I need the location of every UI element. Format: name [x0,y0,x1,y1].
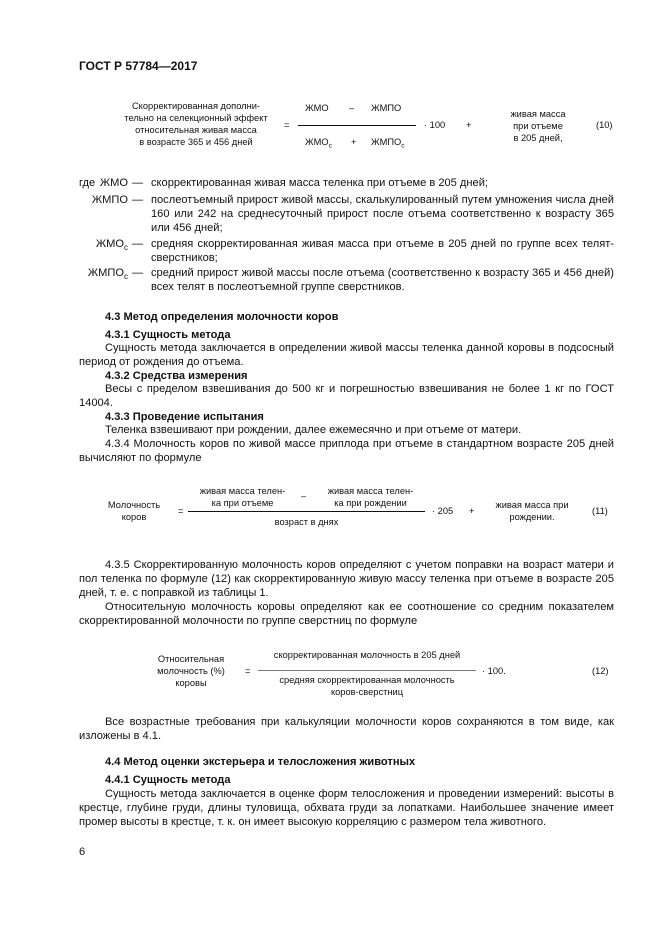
section-4-4-1-heading: 4.4.1 Сущность метода [105,774,231,786]
relative-milk-text: Относительную молочность коровы определяют как ее соотношение со средним показателем скорректированной молочности по группе сверстниц по формуле [79,601,614,628]
definition-dash: — [132,177,144,189]
definition-term: $ЖМПО_с$ [87,267,128,281]
formula-12-equals: = [245,666,251,676]
section-4-3-1-text: Сущность метода заключается в определении живой массы теленка данной коровы в подсосный период от рождения до отъема. [79,342,614,369]
definition-text: средняя скорректированная живая масса при отъеме в 205 дней по группе всех телят-сверстников; [151,238,614,265]
formula-10-number: (10) [596,120,613,130]
definition-text: послеотъемный прирост живой массы, скалькулированный путем умножения числа дней 160 или 242 на среднесуточный прирост после отъема соответственно к возрасту 365 или 456 дней; [151,194,614,235]
formula-10-numerator-minus: – [349,103,355,113]
definition-text: средний прирост живой массы после отъема (соответственно к возрасту 365 и 456 дней) всех телят в послеотъемной группе сверстников. [151,267,614,294]
formula-10-right-label: живая масса при отъеме в 205 дней, [510,109,566,143]
section-4-3-heading: 4.3 Метод определения молочности коров [105,311,339,323]
section-4-3-1-heading: 4.3.1 Сущность метода [105,329,231,341]
page-number: 6 [79,846,86,858]
formula-11-left-label: Молочность коров [107,500,161,522]
formula-11-denominator: возраст в днях [274,517,339,527]
formula-10-left-label: Скорректированная дополни- тельно на селекционный эффект относительная живая масса в возрасте 365 и 456 дней [124,101,268,147]
formula-12-numerator: скорректированная молочность в 205 дней [273,650,461,660]
formula-10-fraction-bar [298,125,416,126]
formula-11-number: (11) [592,506,608,516]
formula-11-fraction-bar [188,511,425,512]
section-4-3-3-text: Теленка взвешивают при рождении, далее ежемесячно и при отъеме от матери. [105,424,522,436]
formula-10-numerator-a: ЖМО [305,103,329,113]
formula-12-denominator: средняя скорректированная молочность коров-сверстниц [279,675,455,697]
formula-12-multiplier: · 100. [482,666,506,676]
formula-10-denominator-a: $ЖМО_с$ [305,137,332,150]
formula-10-equals: = [284,120,290,130]
definitions-where: где [79,177,96,189]
definition-text: скорректированная живая масса теленка при отъеме в 205 дней; [151,177,488,189]
formula-12-left-label: Относительная молочность (%) коровы [157,654,225,688]
definition-dash: — [132,194,144,206]
formula-11-right-label: живая масса при рождении. [495,500,569,522]
definition-term: $ЖМО_с$ [95,238,128,252]
formula-10-numerator-b: ЖМПО [371,103,402,113]
section-4-4-heading: 4.4 Метод оценки экстерьера и телосложения животных [105,756,416,768]
formula-12-number: (12) [592,666,609,676]
formula-11-equals: = [178,506,184,516]
formula-10-denominator-plus: + [351,137,357,147]
document-header: ГОСТ Р 57784—2017 [79,59,198,73]
section-4-3-3-heading: 4.3.3 Проведение испытания [105,411,264,423]
formula-10-denominator-b: $ЖМПО_с$ [371,137,405,150]
definition-dash: — [132,238,144,250]
formula-11-numerator-minus: – [301,491,307,501]
formula-10-multiplier: · 100 [424,120,446,130]
formula-11-numerator-b: живая масса телен- ка при рождении [327,486,414,508]
formula-11-numerator-a: живая масса телен- ка при отъеме [199,486,286,508]
formula-11-plus: + [469,506,475,516]
formula-10-plus: + [466,120,472,130]
definition-dash: — [132,267,144,279]
section-4-4-1-text: Сущность метода заключается в оценке форм телосложения и проведении измерений: высоты в крестце, глубине груди, длины туловища, обхвата груди за лопатками. Наибольшее значение имеет промер высоты в крестце, т. к. он имеет высокую корреляцию с размером тела животного. [79,788,614,829]
section-4-3-2-heading: 4.3.2 Средства измерения [105,370,248,382]
section-4-3-5-text: 4.3.5 Скорректированную молочность коров определяют с учетом поправки на возраст матери и пол теленка по формуле (12) как скорректированную живую массу теленка при отъеме в возрасте 205 дней, т. е. с поправкой из таблицы 1. [79,559,614,600]
formula-11-multiplier: · 205 [432,506,454,516]
section-4-3-4-text: 4.3.4 Молочность коров по живой массе приплода при отъеме в стандартном возрасте 205 дней вычисляют по формуле [79,438,614,465]
formula-12-fraction-bar [258,670,476,671]
age-requirements-text: Все возрастные требования при калькуляции молочности коров сохраняются в том виде, как изложены в 4.1. [79,716,614,743]
definition-term: ЖМО [99,177,128,189]
section-4-3-2-text: Весы с пределом взвешивания до 500 кг и погрешностью взвешивания не более 1 кг по ГОСТ 14004. [79,383,614,410]
definition-term: ЖМПО [91,194,128,206]
